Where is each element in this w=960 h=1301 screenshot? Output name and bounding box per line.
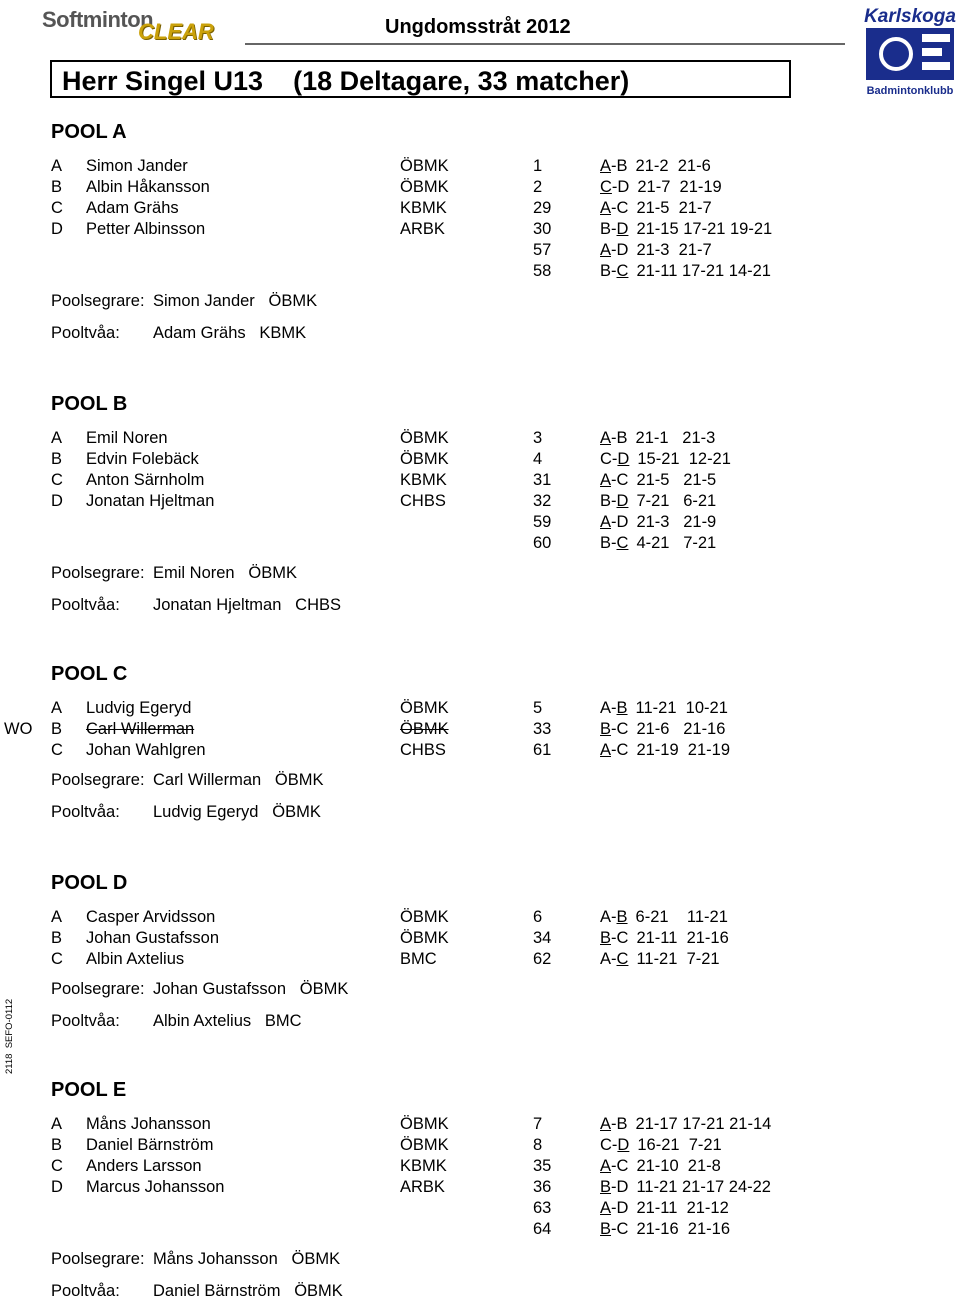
player-name: Måns Johansson xyxy=(86,1115,211,1133)
match-player-1: C xyxy=(600,1136,612,1154)
pool-winner: Carl Willerman ÖBMK xyxy=(153,771,324,789)
match-separator: - xyxy=(611,178,618,196)
player-club: KBMK xyxy=(400,199,447,217)
match-score: 21-5 21-7 xyxy=(636,199,712,217)
match-player-1: A xyxy=(600,1199,612,1217)
match-score: 4-21 7-21 xyxy=(636,534,717,552)
match-result xyxy=(600,491,716,511)
player-club: ÖBMK xyxy=(400,929,449,947)
match-separator: - xyxy=(611,220,617,238)
player-name: Johan Gustafsson xyxy=(86,929,219,947)
match-result xyxy=(600,240,712,260)
player-name: Anders Larsson xyxy=(86,1157,202,1175)
match-number: 59 xyxy=(533,513,552,531)
match-result xyxy=(600,1114,771,1134)
player-name: Edvin Folebäck xyxy=(86,450,199,468)
pool-winner: Johan Gustafsson ÖBMK xyxy=(153,980,349,998)
pool-second: Ludvig Egeryd ÖBMK xyxy=(153,803,321,821)
match-number: 64 xyxy=(533,1220,552,1238)
match-result xyxy=(600,428,715,448)
player-letter: B xyxy=(51,450,63,468)
page-title: Herr Singel U13 (18 Deltagare, 33 matcher) xyxy=(62,66,630,96)
pool-winner: Emil Noren ÖBMK xyxy=(153,564,297,582)
match-number: 57 xyxy=(533,241,552,259)
logo-text-clear: CLEAR xyxy=(138,19,214,44)
pool-second: Jonatan Hjeltman CHBS xyxy=(153,596,342,614)
match-separator: - xyxy=(611,908,617,926)
match-separator: - xyxy=(611,157,617,175)
player-club: ARBK xyxy=(400,1178,445,1196)
match-result xyxy=(600,219,772,239)
match-separator: - xyxy=(611,429,617,447)
match-player-1: A xyxy=(600,1157,612,1175)
match-player-2: C xyxy=(616,1220,629,1238)
document-title: Ungdomsstråt 2012 xyxy=(385,16,571,38)
match-player-2: C xyxy=(616,929,629,947)
player-name: Anton Särnholm xyxy=(86,471,205,489)
match-number: 33 xyxy=(533,720,552,738)
player-club: ÖBMK xyxy=(400,1136,449,1154)
match-number: 62 xyxy=(533,950,552,968)
player-name: Adam Grähs xyxy=(86,199,179,217)
side-code xyxy=(4,990,44,1074)
match-player-2: B xyxy=(616,1115,628,1133)
match-player-2: B xyxy=(616,157,628,175)
player-name: Albin Håkansson xyxy=(86,178,210,196)
match-player-2: B xyxy=(616,429,628,447)
player-club: ÖBMK xyxy=(400,429,449,447)
match-score: 21-15 17-21 19-21 xyxy=(636,220,773,238)
softminton-clear-logo xyxy=(42,5,242,45)
match-player-2: D xyxy=(616,492,629,510)
match-result xyxy=(600,740,730,760)
match-player-1: B xyxy=(600,492,612,510)
match-separator: - xyxy=(611,929,617,947)
match-separator: - xyxy=(611,720,617,738)
match-player-1: A xyxy=(600,1115,612,1133)
player-club: KBMK xyxy=(400,471,447,489)
match-score: 21-3 21-9 xyxy=(636,513,717,531)
match-player-2: D xyxy=(616,1199,629,1217)
player-letter: B xyxy=(51,929,63,947)
match-result xyxy=(600,1198,729,1218)
second-label: Pooltvåa: xyxy=(51,1012,120,1030)
match-number: 35 xyxy=(533,1157,552,1175)
winner-label: Poolsegrare: xyxy=(51,1250,145,1268)
match-score: 21-10 21-8 xyxy=(636,1157,721,1175)
match-player-1: A xyxy=(600,908,612,926)
walkover-marker: WO xyxy=(4,720,33,738)
pool-second: Daniel Bärnström ÖBMK xyxy=(153,1282,343,1300)
player-club: ÖBMK xyxy=(400,450,449,468)
match-result xyxy=(600,261,771,281)
player-club: ÖBMK xyxy=(400,699,449,717)
club-logo-subtitle: Badmintonklubb xyxy=(866,85,954,97)
match-number: 60 xyxy=(533,534,552,552)
match-player-2: C xyxy=(616,1157,629,1175)
match-player-2: B xyxy=(616,908,628,926)
player-name: Jonatan Hjeltman xyxy=(86,492,215,510)
match-player-1: B xyxy=(600,1178,612,1196)
match-number: 3 xyxy=(533,429,543,447)
header-divider xyxy=(245,43,845,45)
match-number: 36 xyxy=(533,1178,552,1196)
match-result xyxy=(600,449,731,469)
match-separator: - xyxy=(611,1136,618,1154)
match-number: 58 xyxy=(533,262,552,280)
player-letter: A xyxy=(51,1115,63,1133)
match-number: 1 xyxy=(533,157,543,175)
match-player-2: D xyxy=(616,513,629,531)
match-score: 7-21 6-21 xyxy=(636,492,717,510)
player-name: Johan Wahlgren xyxy=(86,741,206,759)
match-result xyxy=(600,928,729,948)
match-score: 11-21 7-21 xyxy=(636,950,720,968)
club-logo-name: Karlskoga xyxy=(864,6,956,27)
pool-heading: POOL A xyxy=(51,121,127,143)
match-result xyxy=(600,949,720,969)
side-code-text: 2118 SEFO-0112 xyxy=(4,998,15,1074)
player-letter: A xyxy=(51,157,63,175)
match-player-1: B xyxy=(600,220,612,238)
match-score: 16-21 7-21 xyxy=(637,1136,722,1154)
match-player-1: A xyxy=(600,513,612,531)
player-letter: A xyxy=(51,429,63,447)
player-name: Marcus Johansson xyxy=(86,1178,225,1196)
player-letter: C xyxy=(51,741,63,759)
match-player-2: D xyxy=(616,241,629,259)
winner-label: Poolsegrare: xyxy=(51,292,145,310)
match-result xyxy=(600,470,716,490)
match-score: 11-21 21-17 24-22 xyxy=(636,1178,771,1196)
player-club: KBMK xyxy=(400,1157,447,1175)
match-result xyxy=(600,1135,722,1155)
player-letter: C xyxy=(51,471,63,489)
player-letter: D xyxy=(51,220,63,238)
match-result xyxy=(600,719,725,739)
match-separator: - xyxy=(611,492,617,510)
player-letter: B xyxy=(51,1136,63,1154)
match-score: 6-21 11-21 xyxy=(635,908,728,926)
player-letter: B xyxy=(51,178,63,196)
match-number: 4 xyxy=(533,450,543,468)
match-player-2: C xyxy=(616,741,629,759)
pool-second: Albin Axtelius BMC xyxy=(153,1012,302,1030)
match-player-2: C xyxy=(616,720,629,738)
pool-winner: Måns Johansson ÖBMK xyxy=(153,1250,341,1268)
match-player-1: A xyxy=(600,199,612,217)
match-number: 8 xyxy=(533,1136,543,1154)
match-separator: - xyxy=(611,471,617,489)
match-separator: - xyxy=(611,1220,617,1238)
match-separator: - xyxy=(611,450,618,468)
match-player-2: D xyxy=(617,1136,630,1154)
match-separator: - xyxy=(611,199,617,217)
match-player-2: D xyxy=(616,1178,629,1196)
player-letter: D xyxy=(51,1178,63,1196)
match-number: 5 xyxy=(533,699,543,717)
match-player-1: B xyxy=(600,262,612,280)
match-separator: - xyxy=(611,1115,617,1133)
match-separator: - xyxy=(611,741,617,759)
match-player-2: B xyxy=(616,699,628,717)
match-separator: - xyxy=(611,513,617,531)
match-result xyxy=(600,1177,771,1197)
pool-heading: POOL B xyxy=(51,393,128,415)
pool-heading: POOL E xyxy=(51,1079,127,1101)
match-player-2: C xyxy=(616,471,629,489)
match-result xyxy=(600,1156,721,1176)
match-score: 21-16 21-16 xyxy=(636,1220,731,1238)
player-letter: C xyxy=(51,950,63,968)
player-letter: C xyxy=(51,199,63,217)
player-club: ÖBMK xyxy=(400,908,449,926)
match-separator: - xyxy=(611,950,617,968)
player-name: Carl Willerman xyxy=(86,720,195,738)
player-name: Petter Albinsson xyxy=(86,220,206,238)
match-number: 2 xyxy=(533,178,543,196)
player-name: Casper Arvidsson xyxy=(86,908,216,926)
player-name: Albin Axtelius xyxy=(86,950,185,968)
second-label: Pooltvåa: xyxy=(51,803,120,821)
pool-second: Adam Grähs KBMK xyxy=(153,324,307,342)
match-player-1: A xyxy=(600,471,612,489)
match-player-1: A xyxy=(600,429,612,447)
match-separator: - xyxy=(611,1178,617,1196)
match-result xyxy=(600,198,712,218)
match-score: 21-1 21-3 xyxy=(635,429,716,447)
match-separator: - xyxy=(611,1199,617,1217)
match-score: 21-11 17-21 14-21 xyxy=(636,262,771,280)
match-score: 11-21 10-21 xyxy=(635,699,728,717)
pool-heading: POOL D xyxy=(51,872,128,894)
match-score: 21-7 21-19 xyxy=(637,178,722,196)
player-club: ÖBMK xyxy=(400,720,449,738)
match-score: 21-3 21-7 xyxy=(636,241,712,259)
match-separator: - xyxy=(611,262,617,280)
match-score: 21-5 21-5 xyxy=(636,471,717,489)
match-player-1: A xyxy=(600,241,612,259)
match-result xyxy=(600,1219,730,1239)
match-player-2: C xyxy=(616,534,629,552)
match-number: 34 xyxy=(533,929,552,947)
pool-winner: Simon Jander ÖBMK xyxy=(153,292,318,310)
player-name: Ludvig Egeryd xyxy=(86,699,192,717)
match-player-1: A xyxy=(600,950,612,968)
pool-heading: POOL C xyxy=(51,663,128,685)
match-number: 31 xyxy=(533,471,552,489)
logo-text-softminton: Softminton xyxy=(42,7,154,32)
match-result xyxy=(600,512,716,532)
match-score: 21-19 21-19 xyxy=(636,741,731,759)
match-number: 63 xyxy=(533,1199,552,1217)
match-number: 6 xyxy=(533,908,543,926)
match-player-2: D xyxy=(616,220,629,238)
second-label: Pooltvåa: xyxy=(51,324,120,342)
match-separator: - xyxy=(611,241,617,259)
match-result xyxy=(600,177,722,197)
player-name: Daniel Bärnström xyxy=(86,1136,214,1154)
match-separator: - xyxy=(611,1157,617,1175)
player-letter: A xyxy=(51,908,63,926)
player-club: ÖBMK xyxy=(400,157,449,175)
match-player-1: B xyxy=(600,929,612,947)
match-player-1: C xyxy=(600,178,612,196)
match-score: 21-17 17-21 21-14 xyxy=(635,1115,772,1133)
player-club: BMC xyxy=(400,950,437,968)
player-name: Simon Jander xyxy=(86,157,188,175)
match-result xyxy=(600,533,716,553)
match-score: 21-6 21-16 xyxy=(636,720,726,738)
match-player-2: C xyxy=(616,950,629,968)
second-label: Pooltvåa: xyxy=(51,596,120,614)
match-player-1: B xyxy=(600,534,612,552)
match-player-2: C xyxy=(616,199,629,217)
match-score: 21-11 21-12 xyxy=(636,1199,729,1217)
player-club: ARBK xyxy=(400,220,445,238)
player-letter: B xyxy=(51,720,63,738)
match-result xyxy=(600,907,728,927)
winner-label: Poolsegrare: xyxy=(51,564,145,582)
match-separator: - xyxy=(611,699,617,717)
match-player-2: D xyxy=(617,450,630,468)
match-player-1: A xyxy=(600,157,612,175)
match-player-1: A xyxy=(600,699,612,717)
player-letter: C xyxy=(51,1157,63,1175)
player-name: Emil Noren xyxy=(86,429,168,447)
match-player-1: B xyxy=(600,720,612,738)
match-score: 15-21 12-21 xyxy=(637,450,731,468)
match-player-2: D xyxy=(617,178,630,196)
match-player-1: A xyxy=(600,741,612,759)
player-club: CHBS xyxy=(400,492,446,510)
match-separator: - xyxy=(611,534,617,552)
match-number: 61 xyxy=(533,741,552,759)
match-player-1: C xyxy=(600,450,612,468)
second-label: Pooltvåa: xyxy=(51,1282,120,1300)
match-number: 32 xyxy=(533,492,552,510)
player-club: ÖBMK xyxy=(400,178,449,196)
player-club: ÖBMK xyxy=(400,1115,449,1133)
match-score: 21-2 21-6 xyxy=(635,157,711,175)
player-letter: A xyxy=(51,699,63,717)
match-number: 7 xyxy=(533,1115,543,1133)
match-player-1: B xyxy=(600,1220,612,1238)
player-letter: D xyxy=(51,492,63,510)
match-score: 21-11 21-16 xyxy=(636,929,729,947)
match-result xyxy=(600,698,728,718)
match-number: 30 xyxy=(533,220,552,238)
match-result xyxy=(600,156,711,176)
player-club: CHBS xyxy=(400,741,446,759)
match-number: 29 xyxy=(533,199,552,217)
karlskoga-badmintonklubb-logo xyxy=(862,4,958,100)
match-player-2: C xyxy=(616,262,629,280)
winner-label: Poolsegrare: xyxy=(51,771,145,789)
winner-label: Poolsegrare: xyxy=(51,980,145,998)
